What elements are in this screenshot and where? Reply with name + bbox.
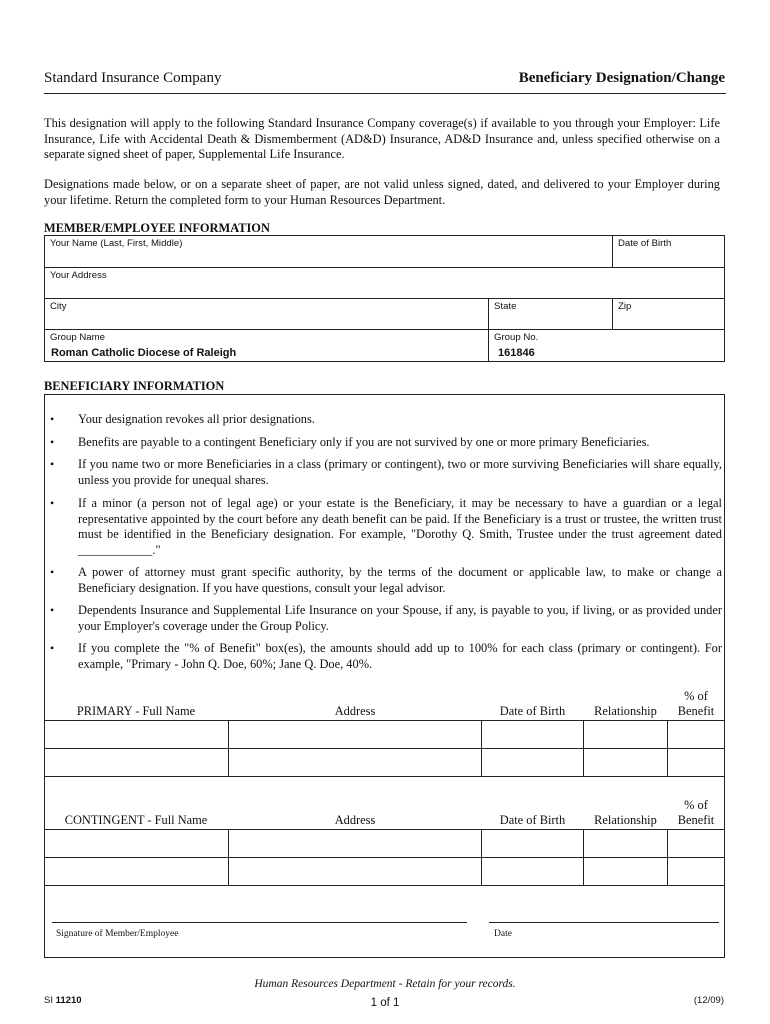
primary-row1-pct[interactable]: [667, 720, 725, 749]
zip-field[interactable]: [612, 298, 725, 330]
bullet-icon: •: [50, 641, 55, 655]
name-label: Your Name (Last, First, Middle): [50, 238, 183, 249]
contingent-row1-name[interactable]: [44, 829, 229, 858]
footer-retain-note: Human Resources Department - Retain for your records.: [254, 978, 516, 990]
contingent-row2-address[interactable]: [228, 857, 482, 886]
bullet-icon: •: [50, 496, 55, 510]
contingent-row1-address[interactable]: [228, 829, 482, 858]
bullet-text: Dependents Insurance and Supplemental Life Insurance on your Spouse, if any, is payable to you, if living, or as provided under your Employer's coverage under the Group Policy.: [78, 603, 722, 633]
contingent-row1-pct[interactable]: [667, 829, 725, 858]
bullet-text: A power of attorney must grant specific authority, by the terms of the document or applicable law, to make or change a Beneficiary designation. If you have questions, consult your legal advisor.: [78, 565, 722, 595]
member-section-title: MEMBER/EMPLOYEE INFORMATION: [44, 221, 270, 235]
beneficiary-section-title: BENEFICIARY INFORMATION: [44, 379, 225, 393]
contingent-pct-header-line2: Benefit: [677, 813, 715, 827]
group-no-value: 161846: [498, 347, 535, 359]
group-no-field: [488, 329, 725, 362]
primary-row2-pct[interactable]: [667, 748, 725, 777]
state-label: State: [494, 301, 517, 312]
bullet-text: If a minor (a person not of legal age) or your estate is the Beneficiary, it may be necessary to have a guardian or a legal representative appointed by the court before any death benefit can be paid. If the Beneficiary is a trust or trustee, the written trust must be identified in the Beneficiary designation. For example, "Dorothy Q. Smith, Trustee under the trust agreement dated ____________.": [78, 496, 722, 557]
group-name-label: Group Name: [50, 332, 105, 343]
bullet-text: Your designation revokes all prior designations.: [78, 412, 315, 426]
city-label: City: [50, 301, 67, 312]
form-title: Beneficiary Designation/Change: [518, 70, 725, 86]
primary-row2-relationship[interactable]: [583, 748, 668, 777]
primary-address-header: Address: [334, 704, 376, 718]
signature-line[interactable]: [52, 922, 467, 923]
company-name: Standard Insurance Company: [44, 70, 222, 86]
primary-row1-address[interactable]: [228, 720, 482, 749]
contingent-address-header: Address: [334, 813, 376, 827]
primary-row2-dob[interactable]: [481, 748, 584, 777]
form-revision-date: (12/09): [693, 995, 724, 1006]
primary-row2-address[interactable]: [228, 748, 482, 777]
contingent-row2-pct[interactable]: [667, 857, 725, 886]
contingent-pct-header-line1: % of: [684, 798, 708, 812]
bullet-text: If you complete the "% of Benefit" box(es), the amounts should add up to 100% for each class (primary or contingent). For example, "Primary - John Q. Doe, 60%; Jane Q. Doe, 40%.: [78, 641, 722, 671]
bullet-icon: •: [50, 435, 55, 449]
dob-label: Date of Birth: [618, 238, 672, 249]
intro-paragraph-coverage: This designation will apply to the following Standard Insurance Company coverage(s) if available to you through your Employer: Life Insurance, Life with Accidental Death & Dismemberment (AD&D) Insurance, AD&D Insurance and, unless specified otherwise on a separate signed sheet of paper, Supplemental Life Insurance.: [44, 116, 720, 161]
primary-row1-dob[interactable]: [481, 720, 584, 749]
bullet-icon: •: [50, 565, 55, 579]
bullet-text: If you name two or more Beneficiaries in a class (primary or contingent), two or more surviving Beneficiaries will share equally, unless you provide for unequal shares.: [78, 457, 722, 487]
primary-pct-header-line1: % of: [684, 689, 708, 703]
primary-row1-relationship[interactable]: [583, 720, 668, 749]
primary-pct-header: [668, 689, 724, 719]
primary-dob-header: Date of Birth: [499, 704, 566, 718]
contingent-row2-name[interactable]: [44, 857, 229, 886]
zip-label: Zip: [618, 301, 632, 312]
bullet-icon: •: [50, 603, 55, 617]
state-field[interactable]: [488, 298, 613, 330]
page-number: 1 of 1: [370, 997, 400, 1009]
primary-pct-header-line2: Benefit: [677, 704, 715, 718]
primary-row1-name[interactable]: [44, 720, 229, 749]
header-rule: [44, 93, 726, 94]
date-label: Date: [494, 929, 512, 939]
group-name-field: [44, 329, 489, 362]
contingent-name-header: CONTINGENT - Full Name: [64, 813, 208, 827]
contingent-pct-header: [668, 798, 724, 828]
bullet-icon: •: [50, 457, 55, 471]
dob-field[interactable]: [612, 235, 725, 268]
primary-relationship-header: Relationship: [594, 704, 657, 718]
date-line[interactable]: [489, 922, 719, 923]
group-name-value: Roman Catholic Diocese of Raleigh: [51, 347, 237, 359]
primary-name-header: PRIMARY - Full Name: [76, 704, 196, 718]
contingent-row1-dob[interactable]: [481, 829, 584, 858]
bullet-icon: •: [50, 412, 55, 426]
signature-label: Signature of Member/Employee: [56, 929, 179, 939]
contingent-row2-dob[interactable]: [481, 857, 584, 886]
name-field[interactable]: [44, 235, 613, 268]
form-prefix: SI: [44, 995, 53, 1006]
primary-row2-name[interactable]: [44, 748, 229, 777]
group-no-label: Group No.: [494, 332, 539, 343]
contingent-row2-relationship[interactable]: [583, 857, 668, 886]
bullet-text: Benefits are payable to a contingent Beneficiary only if you are not survived by one or more primary Beneficiaries.: [78, 435, 650, 449]
city-field[interactable]: [44, 298, 489, 330]
address-label: Your Address: [50, 270, 107, 281]
contingent-row1-relationship[interactable]: [583, 829, 668, 858]
form-number-value: 11210: [55, 995, 82, 1006]
form-number: [44, 995, 82, 1006]
contingent-relationship-header: Relationship: [594, 813, 657, 827]
address-field[interactable]: [44, 267, 725, 299]
intro-paragraph-validity: Designations made below, or on a separate sheet of paper, are not valid unless signed, dated, and delivered to your Employer during your lifetime. Return the completed form to your Human Resources Department.: [44, 177, 720, 207]
contingent-dob-header: Date of Birth: [499, 813, 566, 827]
